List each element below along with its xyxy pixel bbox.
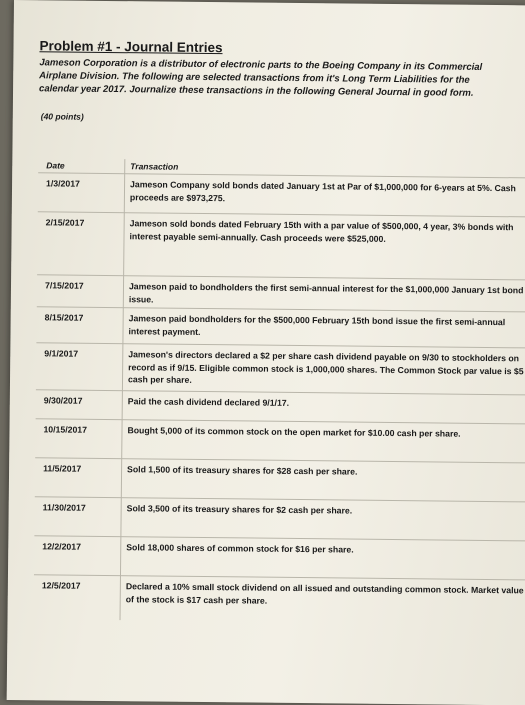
table-row: [34, 496, 525, 540]
row-date: 9/1/2017: [44, 348, 79, 359]
row-date: 1/3/2017: [46, 178, 80, 189]
points-label: (40 points): [40, 111, 84, 122]
row-transaction: Jameson paid bondholders for the $500,000 February 15th bond issue the first semi-annual interest payment.: [128, 313, 506, 337]
document-body: [39, 38, 524, 606]
table-row: [35, 418, 525, 462]
row-date: 9/30/2017: [43, 395, 83, 406]
row-transaction: Sold 1,500 of its treasury shares for $28 cash per share.: [127, 464, 358, 477]
table-row: [34, 574, 525, 624]
row-transaction: Sold 18,000 shares of common stock for $16 per share.: [126, 542, 354, 555]
paper-sheet: [7, 0, 525, 705]
row-date: 7/15/2017: [44, 280, 84, 291]
problem-title: Problem #1 - Journal Entries: [39, 38, 223, 56]
transactions-table: [34, 158, 525, 624]
table-row: [37, 211, 525, 279]
row-transaction: Jameson's directors declared a $2 per share cash dividend payable on 9/30 to stockholders on record as if 9/15. Eligible common stock is 1,000,000 shares. The Common Stock par value is $5 cash per share.: [127, 349, 524, 385]
row-transaction: Jameson Company sold bonds dated January 1st at Par of $1,000,000 for 6-years at 5%. Cash proceeds are $973,275.: [129, 179, 516, 203]
problem-intro: Jameson Corporation is a distributor of electronic parts to the Boeing Company in its Commercial Airplane Division. The following are selected transactions from it's Long Term Liabilities for the calendar year 2017. Journalize these transactions in the following General Journal in good form.: [39, 57, 483, 99]
table-row: [35, 457, 525, 501]
row-date: 12/5/2017: [41, 580, 81, 591]
table-row: [36, 342, 525, 394]
header-date: Date: [46, 160, 65, 171]
row-transaction: Declared a 10% small stock dividend on all issued and outstanding common stock. Market value of the stock is $17 cash per share.: [125, 581, 524, 606]
row-date: 12/2/2017: [42, 541, 81, 552]
header-transaction: Transaction: [130, 161, 179, 172]
table-row: [34, 535, 525, 579]
table-row: [36, 306, 525, 347]
row-date: 11/30/2017: [42, 502, 86, 513]
row-transaction: Bought 5,000 of its common stock on the open market for $10.00 cash per share.: [127, 425, 461, 439]
row-date: 11/5/2017: [43, 463, 82, 474]
table-row: [38, 172, 525, 216]
row-date: 10/15/2017: [43, 424, 88, 435]
row-date: 2/15/2017: [45, 217, 85, 228]
row-transaction: Sold 3,500 of its treasury shares for $2 cash per share.: [126, 503, 353, 516]
row-transaction: Paid the cash dividend declared 9/1/17.: [127, 396, 290, 408]
table-row: [37, 274, 525, 311]
row-date: 8/15/2017: [44, 312, 84, 323]
row-transaction: Jameson sold bonds dated February 15th with a par value of $500,000, 4 year, 3% bonds with interest payable semi-annually. Cash proceeds were $525,000.: [129, 218, 514, 244]
row-transaction: Jameson paid to bondholders the first semi-annual interest for the $1,000,000 January 1st bond issue.: [128, 281, 524, 304]
